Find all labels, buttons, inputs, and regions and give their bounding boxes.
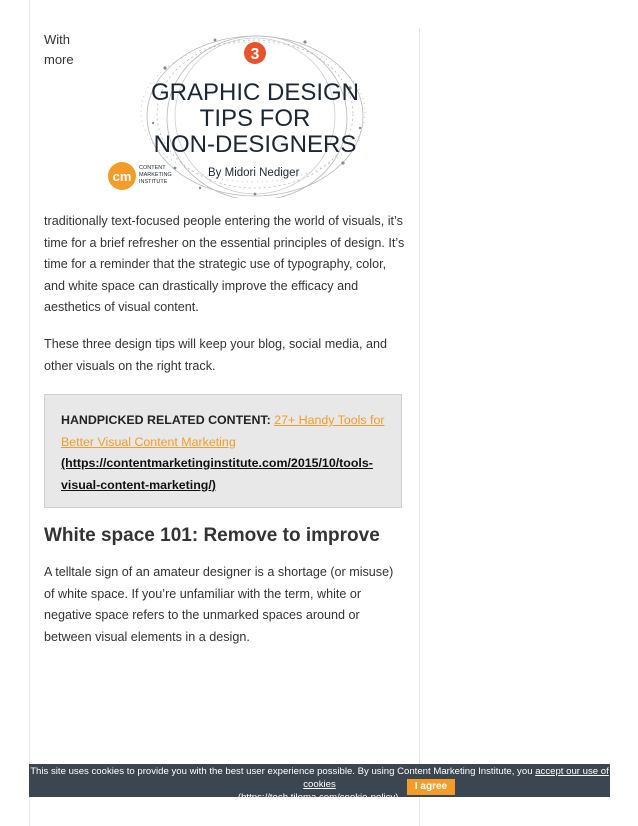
- hero-image: [105, 28, 368, 198]
- intro-line-2: more: [44, 52, 74, 67]
- hero-number: 3: [250, 46, 260, 63]
- svg-text:cm: cm: [112, 169, 132, 184]
- intro-line-1: With: [44, 32, 70, 47]
- related-url[interactable]: (https://contentmarketinginstitute.com/2015/10/tools-visual-content-marketing/): [61, 456, 373, 492]
- cookie-policy-link[interactable]: (https://tech.tiloma.com/cookie-policy): [237, 792, 399, 803]
- intro-text: [44, 30, 74, 70]
- related-link[interactable]: 27+ Handy Tools for Better Visual Content Marketing: [61, 413, 385, 449]
- cmi-logo: [108, 162, 172, 190]
- article-paragraph-2: These three design tips will keep your blog, social media, and other visuals on the right track.: [44, 337, 388, 373]
- hero-graphic: [105, 28, 368, 198]
- svg-text:CONTENT: CONTENT: [139, 165, 166, 171]
- section-heading: White space 101: Remove to improve: [44, 525, 380, 546]
- article-paragraph-1: traditionally text-focused people entering the world of visuals, it’s time for a brief refresher on the essential principles of design. It’s time for a reminder that the strategic use of typography, color, and white space can drastically improve the efficacy and aesthetics of visual content.: [44, 214, 405, 314]
- hero-title-line-1: GRAPHIC DESIGN: [150, 79, 360, 106]
- hero-byline: By Midori Nediger: [208, 167, 300, 179]
- cookie-message: [29, 765, 610, 804]
- hero-title-line-3: NON-DESIGNERS: [153, 131, 357, 158]
- svg-text:MARKETING: MARKETING: [139, 172, 172, 178]
- cookie-text: This site uses cookies to provide you with the best user experience possible. By using Content Marketing Institute, you: [30, 766, 533, 777]
- article-paragraph-3: A telltale sign of an amateur designer is a shortage (or misuse) of white space. If you’re unfamiliar with the term, white or negative space refers to the unmarked spaces around or between visual elements in a design.: [44, 565, 394, 644]
- left-column-rule: [29, 0, 30, 826]
- svg-text:INSTITUTE: INSTITUTE: [139, 179, 168, 185]
- cookie-banner: [29, 764, 610, 803]
- related-label: HANDPICKED RELATED CONTENT:: [61, 413, 271, 427]
- right-column-rule: [419, 28, 420, 826]
- related-content-box: [44, 394, 402, 508]
- cookie-agree-button[interactable]: I agree: [407, 779, 455, 795]
- cookie-accept-link[interactable]: accept our use of cookies: [303, 766, 609, 790]
- hero-title-line-2: TIPS FOR: [199, 105, 311, 132]
- cookie-sep: .: [398, 792, 402, 803]
